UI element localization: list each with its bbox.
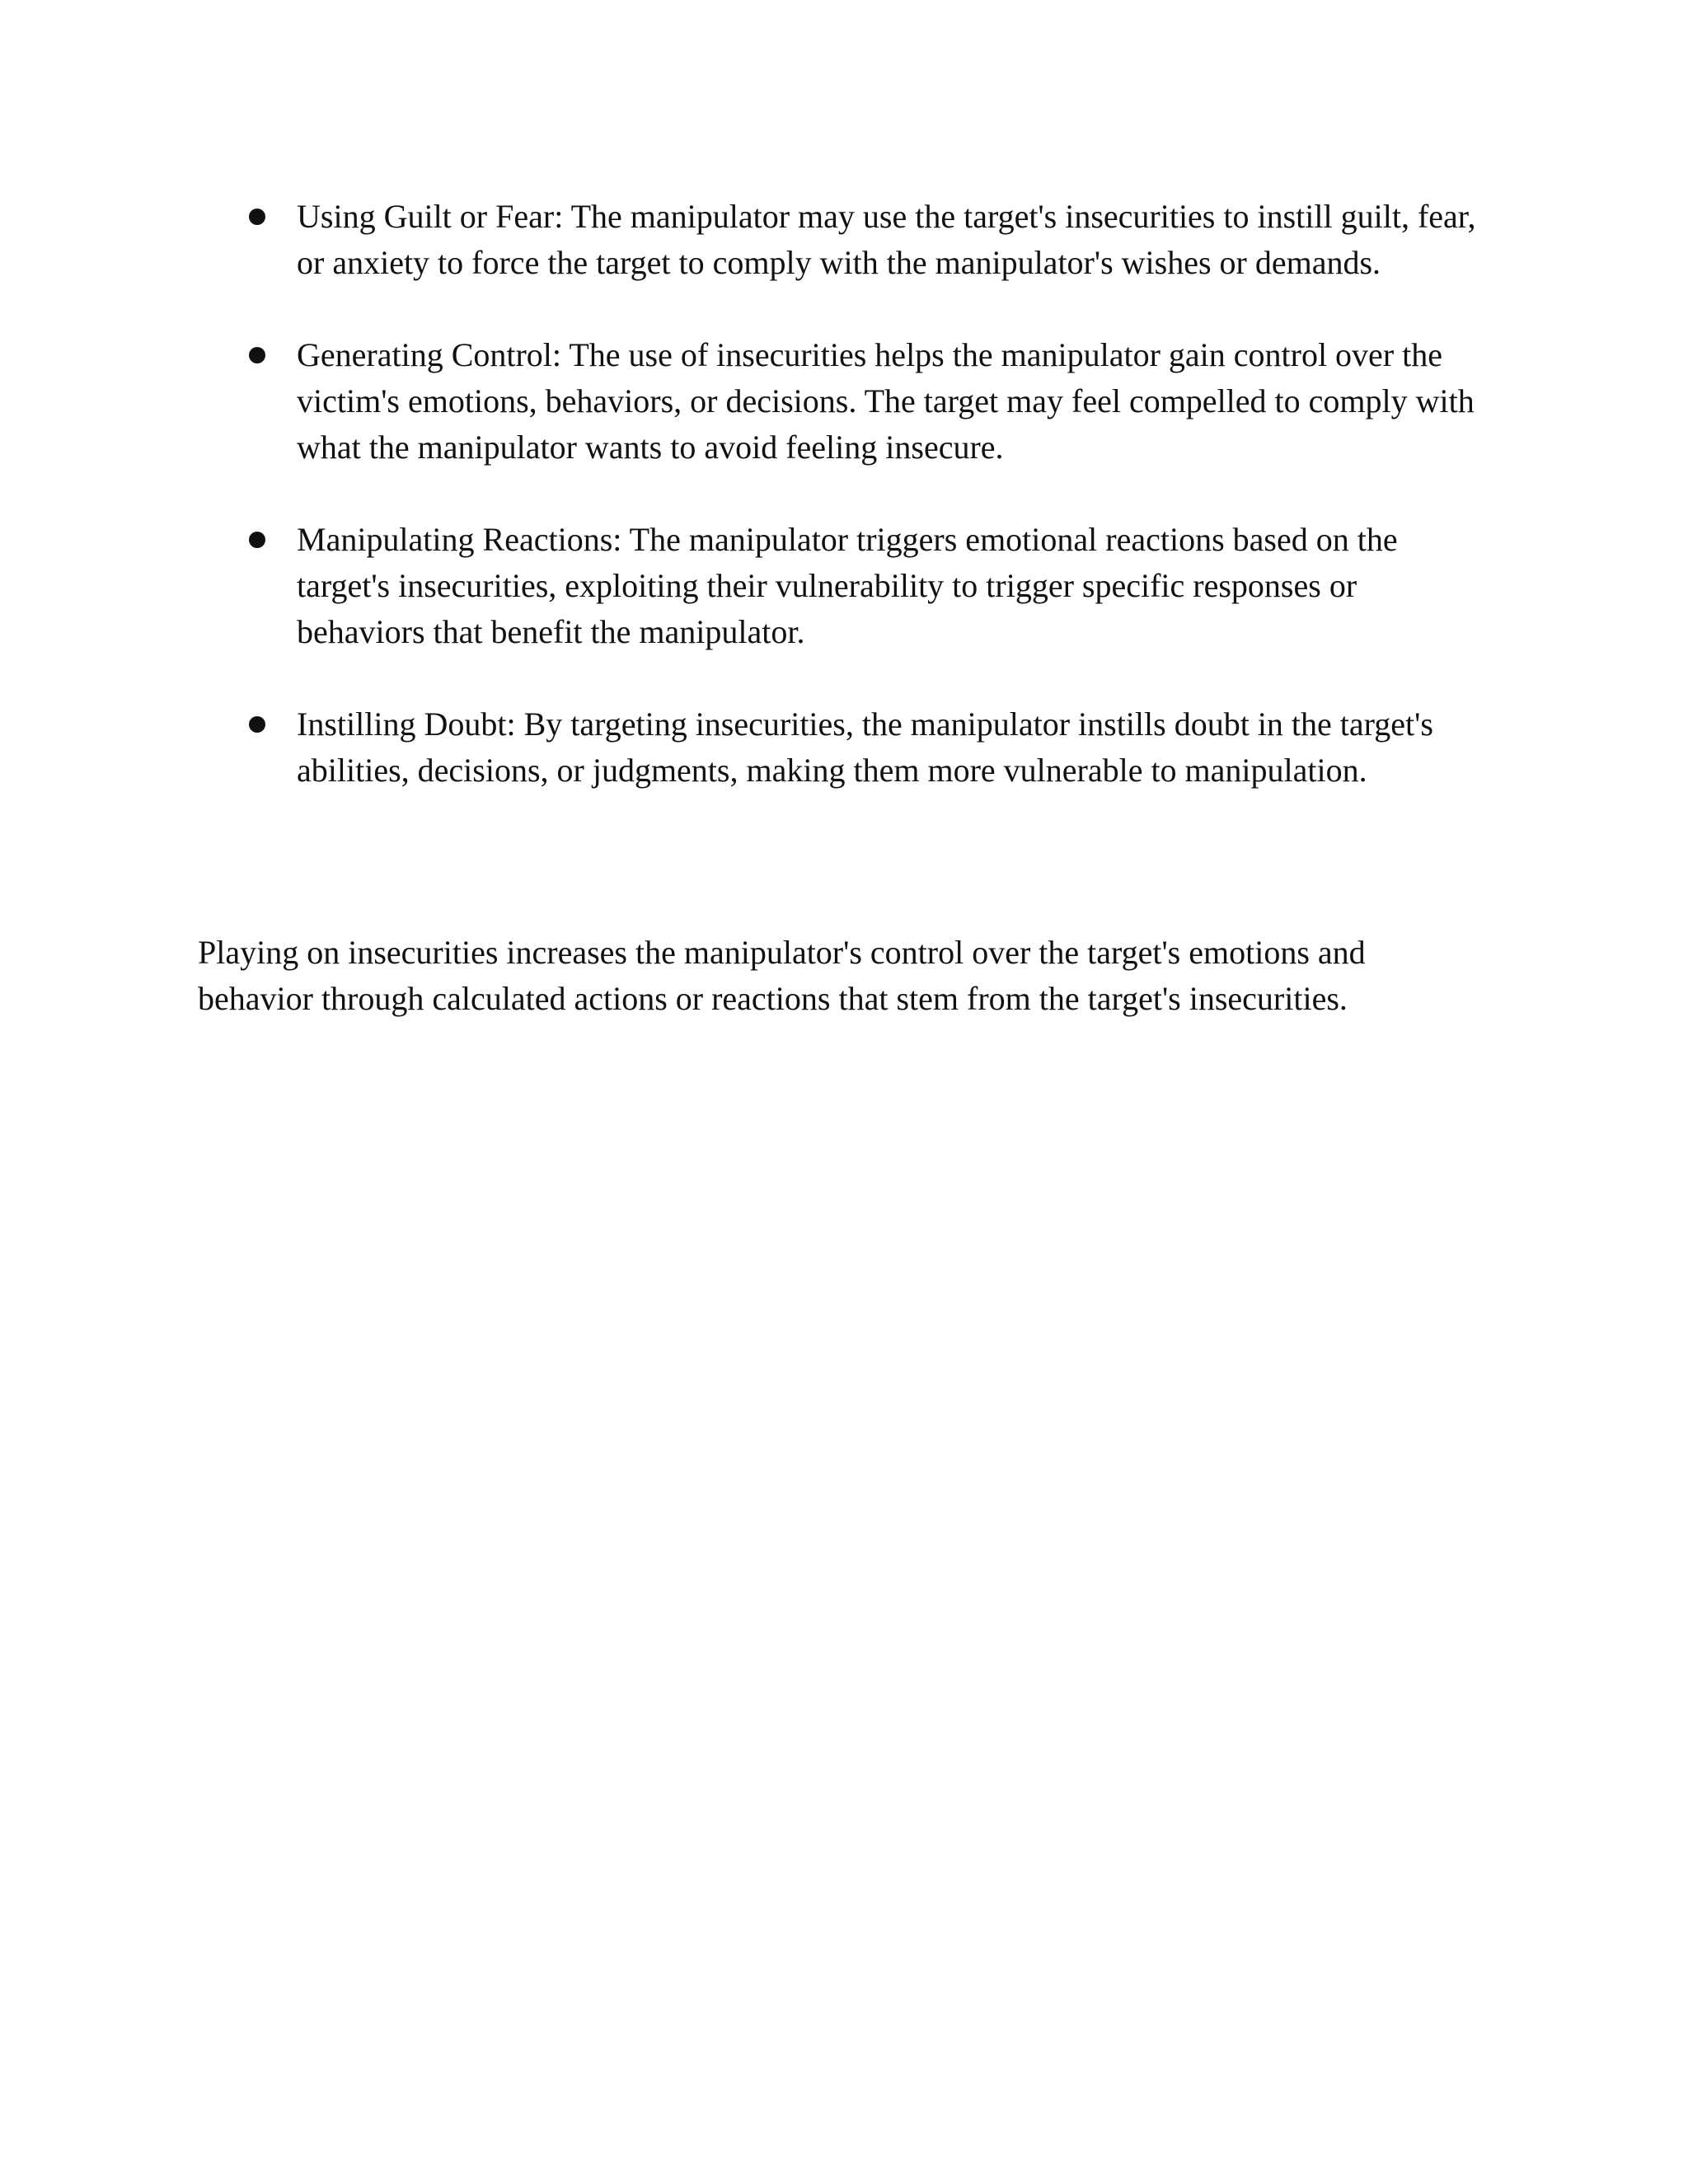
list-item-text: Instilling Doubt: By targeting insecurities, the manipulator instills doubt in the target's abilities, decisions, or judgments, making them more vulnerable to manipulation.	[297, 705, 1433, 789]
list-item-text: Generating Control: The use of insecurities helps the manipulator gain control over the victim's emotions, behaviors, or decisions. The target may feel compelled to comply with what the manipulator wants to avoid feeling insecure.	[297, 336, 1475, 466]
list-item-text: Using Guilt or Fear: The manipulator may use the target's insecurities to instill guilt, fear, or anxiety to force the target to comply with the manipulator's wishes or demands.	[297, 198, 1476, 281]
bullet-point-icon	[249, 532, 265, 548]
list-item	[198, 194, 1484, 286]
list-item	[198, 701, 1484, 794]
bullet-list	[198, 194, 1484, 840]
bullet-point-icon	[249, 716, 265, 733]
closing-paragraph: Playing on insecurities increases the manipulator's control over the target's emotions and behavior through calculated actions or reactions that stem from the target's insecurities.	[198, 934, 1366, 1017]
list-item-text: Manipulating Reactions: The manipulator triggers emotional reactions based on the target's insecurities, exploiting their vulnerability to trigger specific responses or behaviors that benefit the manipulator.	[297, 521, 1398, 650]
list-item	[198, 517, 1484, 655]
list-item	[198, 332, 1484, 471]
bullet-point-icon	[249, 347, 265, 363]
bullet-point-icon	[249, 209, 265, 225]
